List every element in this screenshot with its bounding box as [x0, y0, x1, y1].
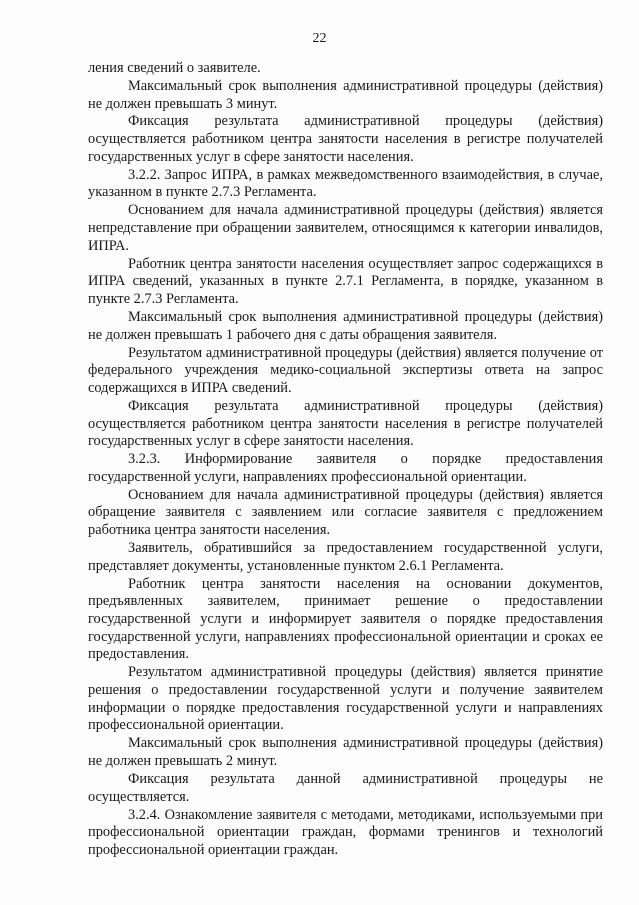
paragraph: Максимальный срок выполнения административной процедуры (действия) не должен превышать 1 рабочего дня с даты обращения заявителя. — [88, 308, 603, 343]
paragraph: Работник центра занятости населения на основании документов, предъявленных заявителем, принимает решение о предоставлении государственной услуги и информирует заявителя о порядке предоставления государственной услуги, направлениях профессиональной ориентации и сроках ее предоставления. — [88, 575, 603, 663]
paragraph: Максимальный срок выполнения административной процедуры (действия) не должен превышать 3 минут. — [88, 77, 603, 112]
paragraph: Фиксация результата данной административной процедуры не осуществляется. — [88, 770, 603, 805]
paragraph: Результатом административной процедуры (действия) является получение от федерального учреждения медико-социальной экспертизы ответа на запрос содержащихся в ИПРА сведений. — [88, 344, 603, 396]
paragraph-continuation: ления сведений о заявителе. — [88, 60, 261, 76]
page-number: 22 — [312, 31, 327, 46]
paragraph: Основанием для начала административной процедуры (действия) является непредставление при обращении заявителем, относящимся к категории инвалидов, ИПРА. — [88, 202, 603, 254]
section-heading-3-2-3: 3.2.3. Информирование заявителя о порядке предоставления государственной услуги, направлениях профессиональной ориентации. — [88, 451, 603, 485]
paragraph: Фиксация результата административной процедуры (действия) осуществляется работником центра занятости населения в регистре получателей государственных услуг в сфере занятости населения. — [88, 397, 603, 450]
paragraph: Основанием для начала административной процедуры (действия) является обращение заявителя с заявлением или согласие заявителя с предложением работника центра занятости населения. — [88, 486, 603, 539]
paragraph: Работник центра занятости населения осуществляет запрос содержащихся в ИПРА сведений, указанных в пункте 2.7.1 Регламента, в порядке, указанном в пункте 2.7.3 Регламента. — [88, 255, 603, 308]
paragraph: Результатом административной процедуры (действия) является принятие решения о предоставлении государственной услуги и получение заявителем информации о порядке предоставления государственной услуги и направлениях профессиональной ориентации. — [88, 664, 603, 734]
paragraph: Максимальный срок выполнения административной процедуры (действия) не должен превышать 2 минут. — [88, 735, 603, 770]
paragraph: Заявитель, обратившийся за предоставлением государственной услуги, представляет документы, установленные пунктом 2.6.1 Регламента. — [88, 540, 603, 574]
section-heading-3-2-4: 3.2.4. Ознакомление заявителя с методами, методиками, используемыми при профессиональной ориентации граждан, формами тренингов и технологий профессиональной ориентации граждан. — [88, 806, 603, 858]
paragraph: Фиксация результата административной процедуры (действия) осуществляется работником центра занятости населения в регистре получателей государственных услуг в сфере занятости населения. — [88, 113, 603, 165]
document-body — [88, 60, 603, 860]
section-heading-3-2-2: 3.2.2. Запрос ИПРА, в рамках межведомственного взаимодействия, в случае, указанном в пункте 2.7.3 Регламента. — [88, 166, 603, 201]
